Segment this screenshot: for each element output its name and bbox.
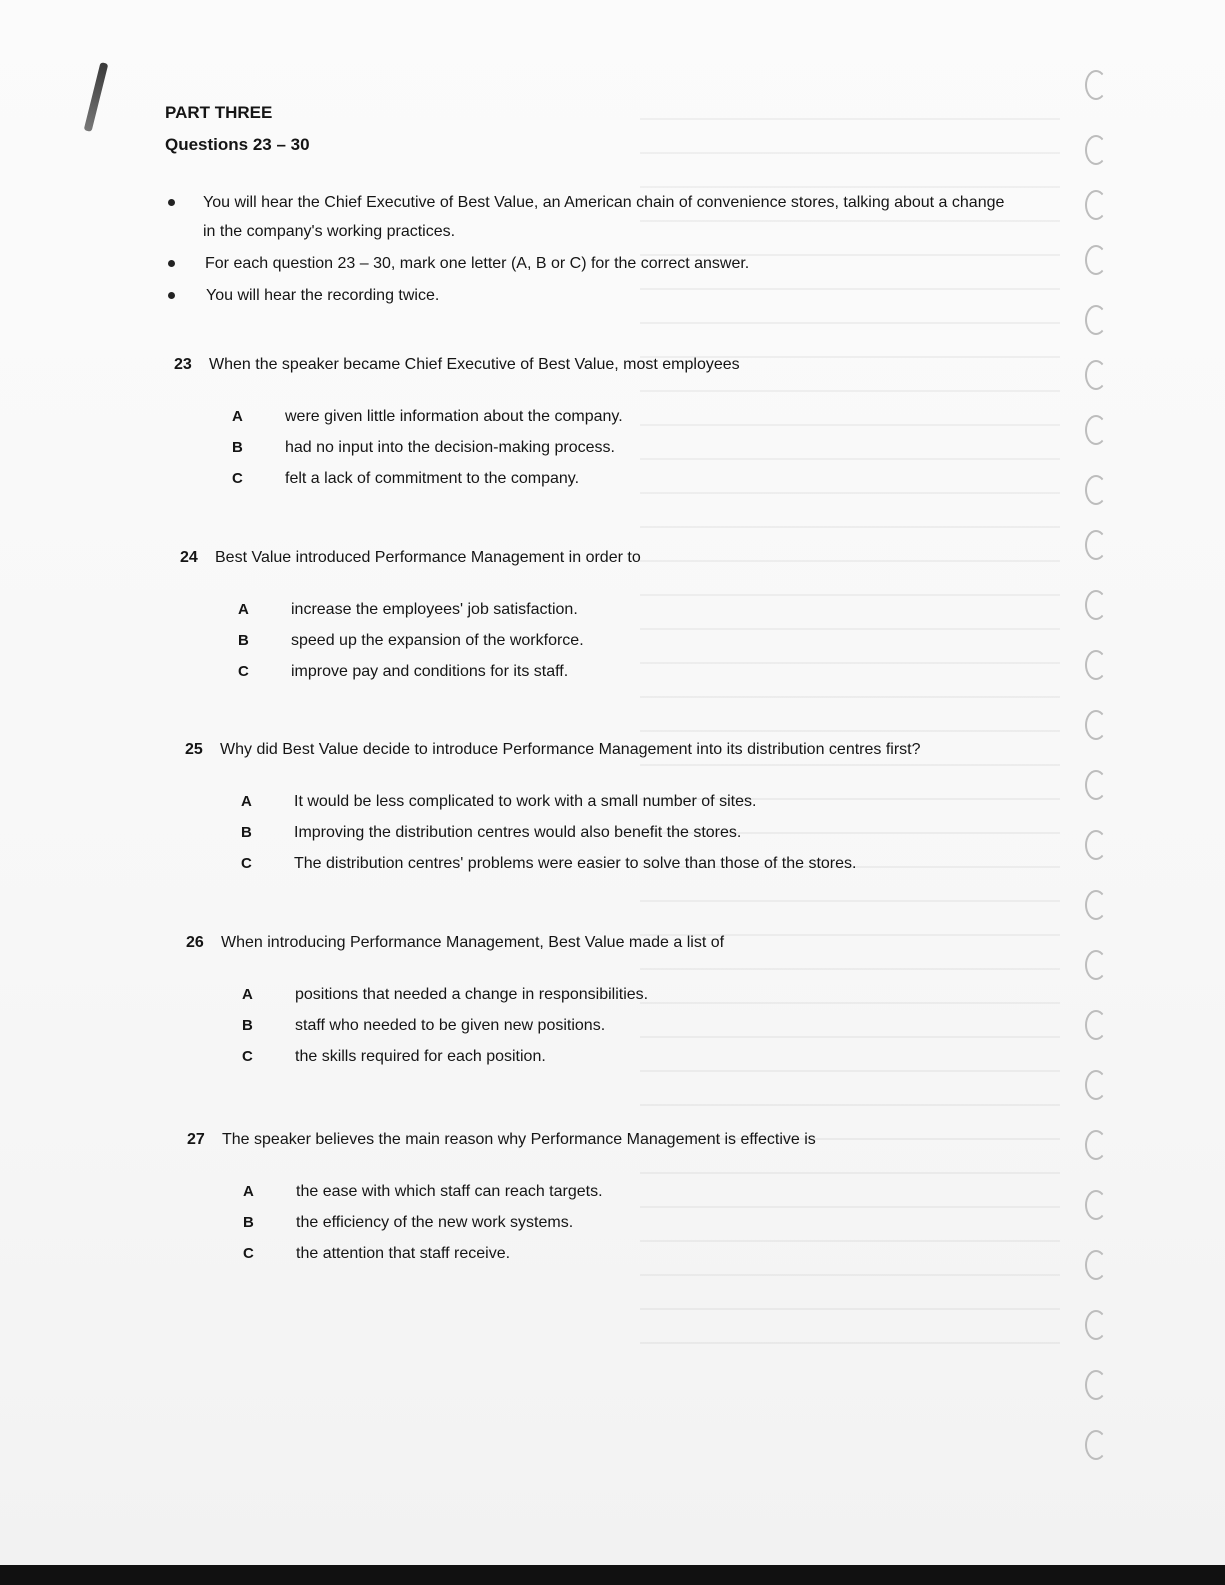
option-text: staff who needed to be given new positions. xyxy=(295,1017,606,1034)
option-text: felt a lack of commitment to the company. xyxy=(285,470,580,487)
instructions-list xyxy=(165,188,1005,313)
option-text: the efficiency of the new work systems. xyxy=(296,1214,574,1231)
instruction-item xyxy=(165,281,1005,310)
ring-binding-shadow xyxy=(1077,70,1113,1470)
question-text: When the speaker became Chief Executive of Best Value, most employees xyxy=(209,356,740,373)
option-text: It would be less complicated to work with a small number of sites. xyxy=(294,793,757,810)
option-letter: A xyxy=(232,408,243,425)
option-text: the attention that staff receive. xyxy=(296,1245,511,1262)
question-text: Why did Best Value decide to introduce Performance Management into its distribution centres first? xyxy=(220,741,921,758)
option-text: speed up the expansion of the workforce. xyxy=(291,632,584,649)
bullet-icon xyxy=(168,260,175,267)
option-letter: B xyxy=(243,1214,254,1231)
instruction-text: You will hear the recording twice. xyxy=(206,287,440,304)
option-text: had no input into the decision-making process. xyxy=(285,439,615,456)
question-number: 24 xyxy=(180,549,198,566)
option-letter: C xyxy=(243,1245,254,1262)
instruction-item xyxy=(165,249,1005,278)
question-number: 23 xyxy=(174,356,192,373)
part-title: PART THREE xyxy=(165,103,273,122)
option-text: The distribution centres' problems were easier to solve than those of the stores. xyxy=(294,855,857,872)
scan-corner-mark xyxy=(84,62,109,132)
option-letter: A xyxy=(238,601,249,618)
option-letter: B xyxy=(232,439,243,456)
option-text: the skills required for each position. xyxy=(295,1048,546,1065)
option-text: Improving the distribution centres would also benefit the stores. xyxy=(294,824,742,841)
instruction-text: For each question 23 – 30, mark one letter (A, B or C) for the correct answer. xyxy=(205,255,750,272)
option-text: increase the employees' job satisfaction. xyxy=(291,601,578,618)
option-text: positions that needed a change in responsibilities. xyxy=(295,986,649,1003)
option-letter: A xyxy=(241,793,252,810)
option-letter: A xyxy=(243,1183,254,1200)
option-letter: C xyxy=(242,1048,253,1065)
option-letter: C xyxy=(238,663,249,680)
bullet-icon xyxy=(168,292,175,299)
question-number: 25 xyxy=(185,741,203,758)
option-letter: C xyxy=(241,855,252,872)
option-text: were given little information about the company. xyxy=(285,408,623,425)
instruction-item xyxy=(165,188,1005,246)
option-text: the ease with which staff can reach targets. xyxy=(296,1183,603,1200)
question-number: 27 xyxy=(187,1131,205,1148)
question-number: 26 xyxy=(186,934,204,951)
question-text: The speaker believes the main reason why Performance Management is effective is xyxy=(222,1131,816,1148)
option-letter: A xyxy=(242,986,253,1003)
option-letter: B xyxy=(238,632,249,649)
scan-bottom-edge xyxy=(0,1565,1225,1585)
option-letter: B xyxy=(241,824,252,841)
questions-range: Questions 23 – 30 xyxy=(165,135,310,154)
question-text: Best Value introduced Performance Management in order to xyxy=(215,549,641,566)
question-text: When introducing Performance Management, Best Value made a list of xyxy=(221,934,725,951)
option-text: improve pay and conditions for its staff. xyxy=(291,663,569,680)
instruction-text: You will hear the Chief Executive of Best Value, an American chain of convenience stores, talking about a change in the company's working practices. xyxy=(203,194,1005,240)
bullet-icon xyxy=(168,199,175,206)
option-letter: B xyxy=(242,1017,253,1034)
option-letter: C xyxy=(232,470,243,487)
